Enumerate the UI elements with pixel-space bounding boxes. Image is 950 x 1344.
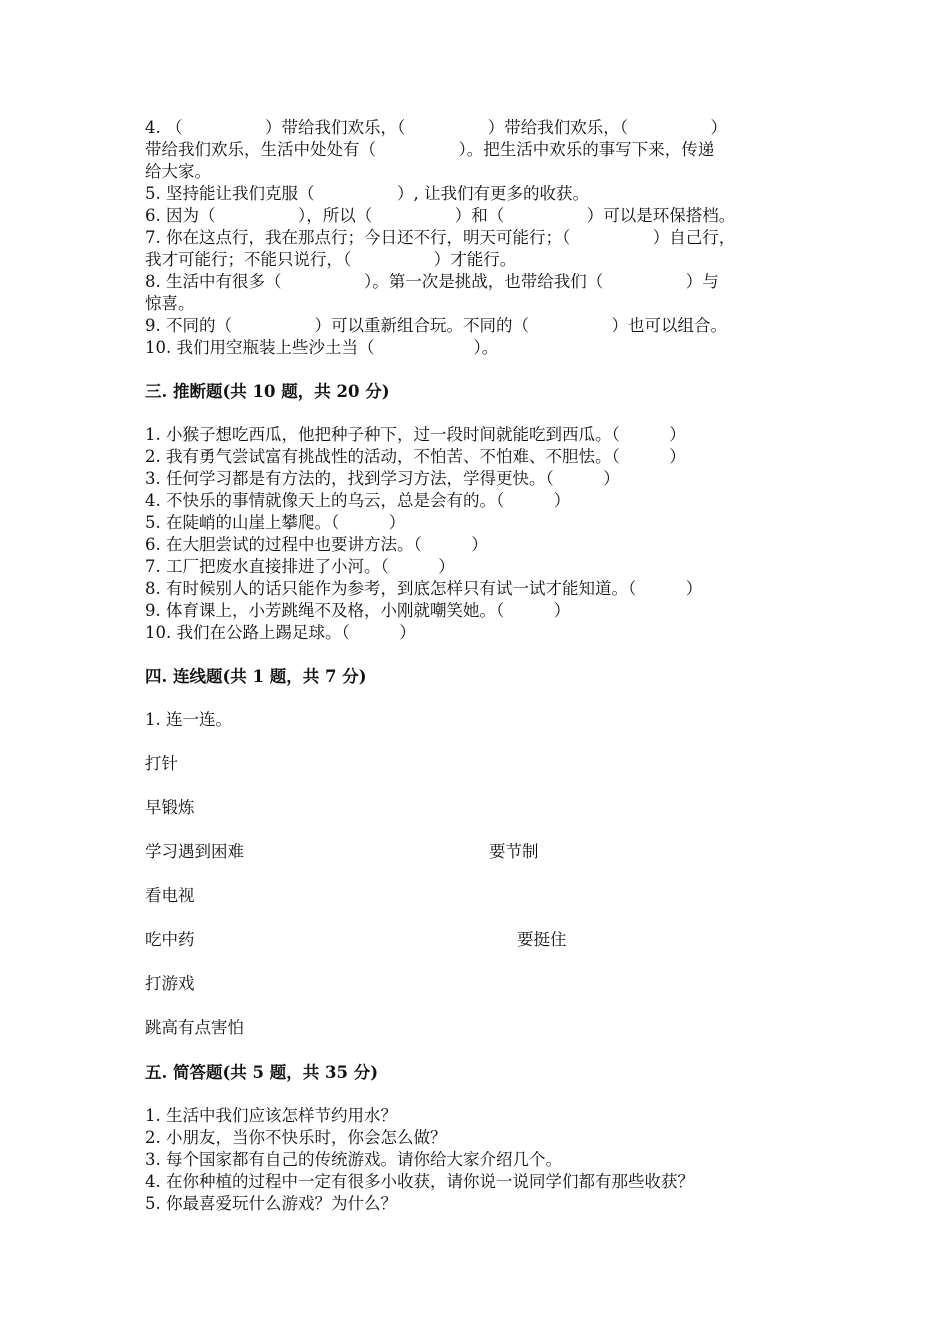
fill-question-10: 10. 我们用空瓶装上些沙土当（ ）。: [145, 338, 499, 357]
matching-right-item: 要挺住: [517, 930, 567, 949]
fill-question-8-line-1: 8. 生活中有很多（ ）。第一次是挑战，也带给我们（ ）与: [145, 272, 719, 291]
judge-item-7: 7. 工厂把废水直接排进了小河。（ ）: [145, 557, 455, 576]
matching-left-item: 吃中药: [145, 930, 195, 949]
fill-question-8-line-2: 惊喜。: [145, 294, 195, 313]
matching-question: 1. 连一连。: [145, 710, 232, 729]
section-5-title: 五. 简答题(共 5 题，共 35 分): [145, 1063, 379, 1082]
short-answer-item-1: 1. 生活中我们应该怎样节约用水？: [145, 1106, 397, 1125]
matching-left-item: 跳高有点害怕: [145, 1018, 244, 1037]
fill-question-4-line-1: 4. （ ）带给我们欢乐，（ ）带给我们欢乐，（ ）: [145, 118, 727, 137]
judge-item-4: 4. 不快乐的事情就像天上的乌云，总是会有的。（ ）: [145, 491, 571, 510]
short-answer-item-5: 5. 你最喜爱玩什么游戏？为什么？: [145, 1194, 397, 1213]
judge-item-10: 10. 我们在公路上踢足球。（ ）: [145, 623, 416, 642]
judge-item-3: 3. 任何学习都是有方法的，找到学习方法，学得更快。（ ）: [145, 469, 620, 488]
judge-item-6: 6. 在大胆尝试的过程中也要讲方法。（ ）: [145, 535, 488, 554]
fill-question-7-line-2: 我才可能行；不能只说行，（ ）才能行。: [145, 250, 517, 269]
judge-item-5: 5. 在陡峭的山崖上攀爬。（ ）: [145, 513, 406, 532]
fill-question-5: 5. 坚持能让我们克服（ ）, 让我们有更多的收获。: [145, 184, 589, 203]
fill-question-9: 9. 不同的（ ）可以重新组合玩。不同的（ ）也可以组合。: [145, 316, 727, 335]
matching-left-item: 打游戏: [145, 974, 195, 993]
section-3-title: 三. 推断题(共 10 题，共 20 分): [145, 382, 390, 401]
judge-item-2: 2. 我有勇气尝试富有挑战性的活动，不怕苦、不怕难、不胆怯。（ ）: [145, 447, 686, 466]
judge-item-8: 8. 有时候别人的话只能作为参考，到底怎样只有试一试才能知道。（ ）: [145, 579, 703, 598]
matching-right-item: 要节制: [489, 842, 539, 861]
matching-left-item: 早锻炼: [145, 798, 195, 817]
matching-left-item: 学习遇到困难: [145, 842, 244, 861]
judge-item-9: 9. 体育课上，小芳跳绳不及格，小刚就嘲笑她。（ ）: [145, 601, 571, 620]
short-answer-item-4: 4. 在你种植的过程中一定有很多小收获，请你说一说同学们都有那些收获？: [145, 1172, 694, 1191]
matching-left-item: 打针: [145, 754, 178, 773]
section-4-title: 四. 连线题(共 1 题，共 7 分): [145, 667, 367, 686]
fill-question-4-line-2: 带给我们欢乐，生活中处处有（ ）。把生活中欢乐的事写下来，传递: [145, 140, 715, 159]
judge-item-1: 1. 小猴子想吃西瓜，他把种子种下，过一段时间就能吃到西瓜。（ ）: [145, 425, 686, 444]
fill-question-4-line-3: 给大家。: [145, 162, 211, 181]
fill-question-6: 6. 因为（ ），所以（ ）和（ ）可以是环保搭档。: [145, 206, 736, 225]
short-answer-item-2: 2. 小朋友，当你不快乐时，你会怎么做？: [145, 1128, 447, 1147]
matching-left-item: 看电视: [145, 886, 195, 905]
fill-question-7-line-1: 7. 你在这点行，我在那点行；今日还不行，明天可能行；（ ）自己行，: [145, 228, 736, 247]
short-answer-item-3: 3. 每个国家都有自己的传统游戏。请你给大家介绍几个。: [145, 1150, 562, 1169]
